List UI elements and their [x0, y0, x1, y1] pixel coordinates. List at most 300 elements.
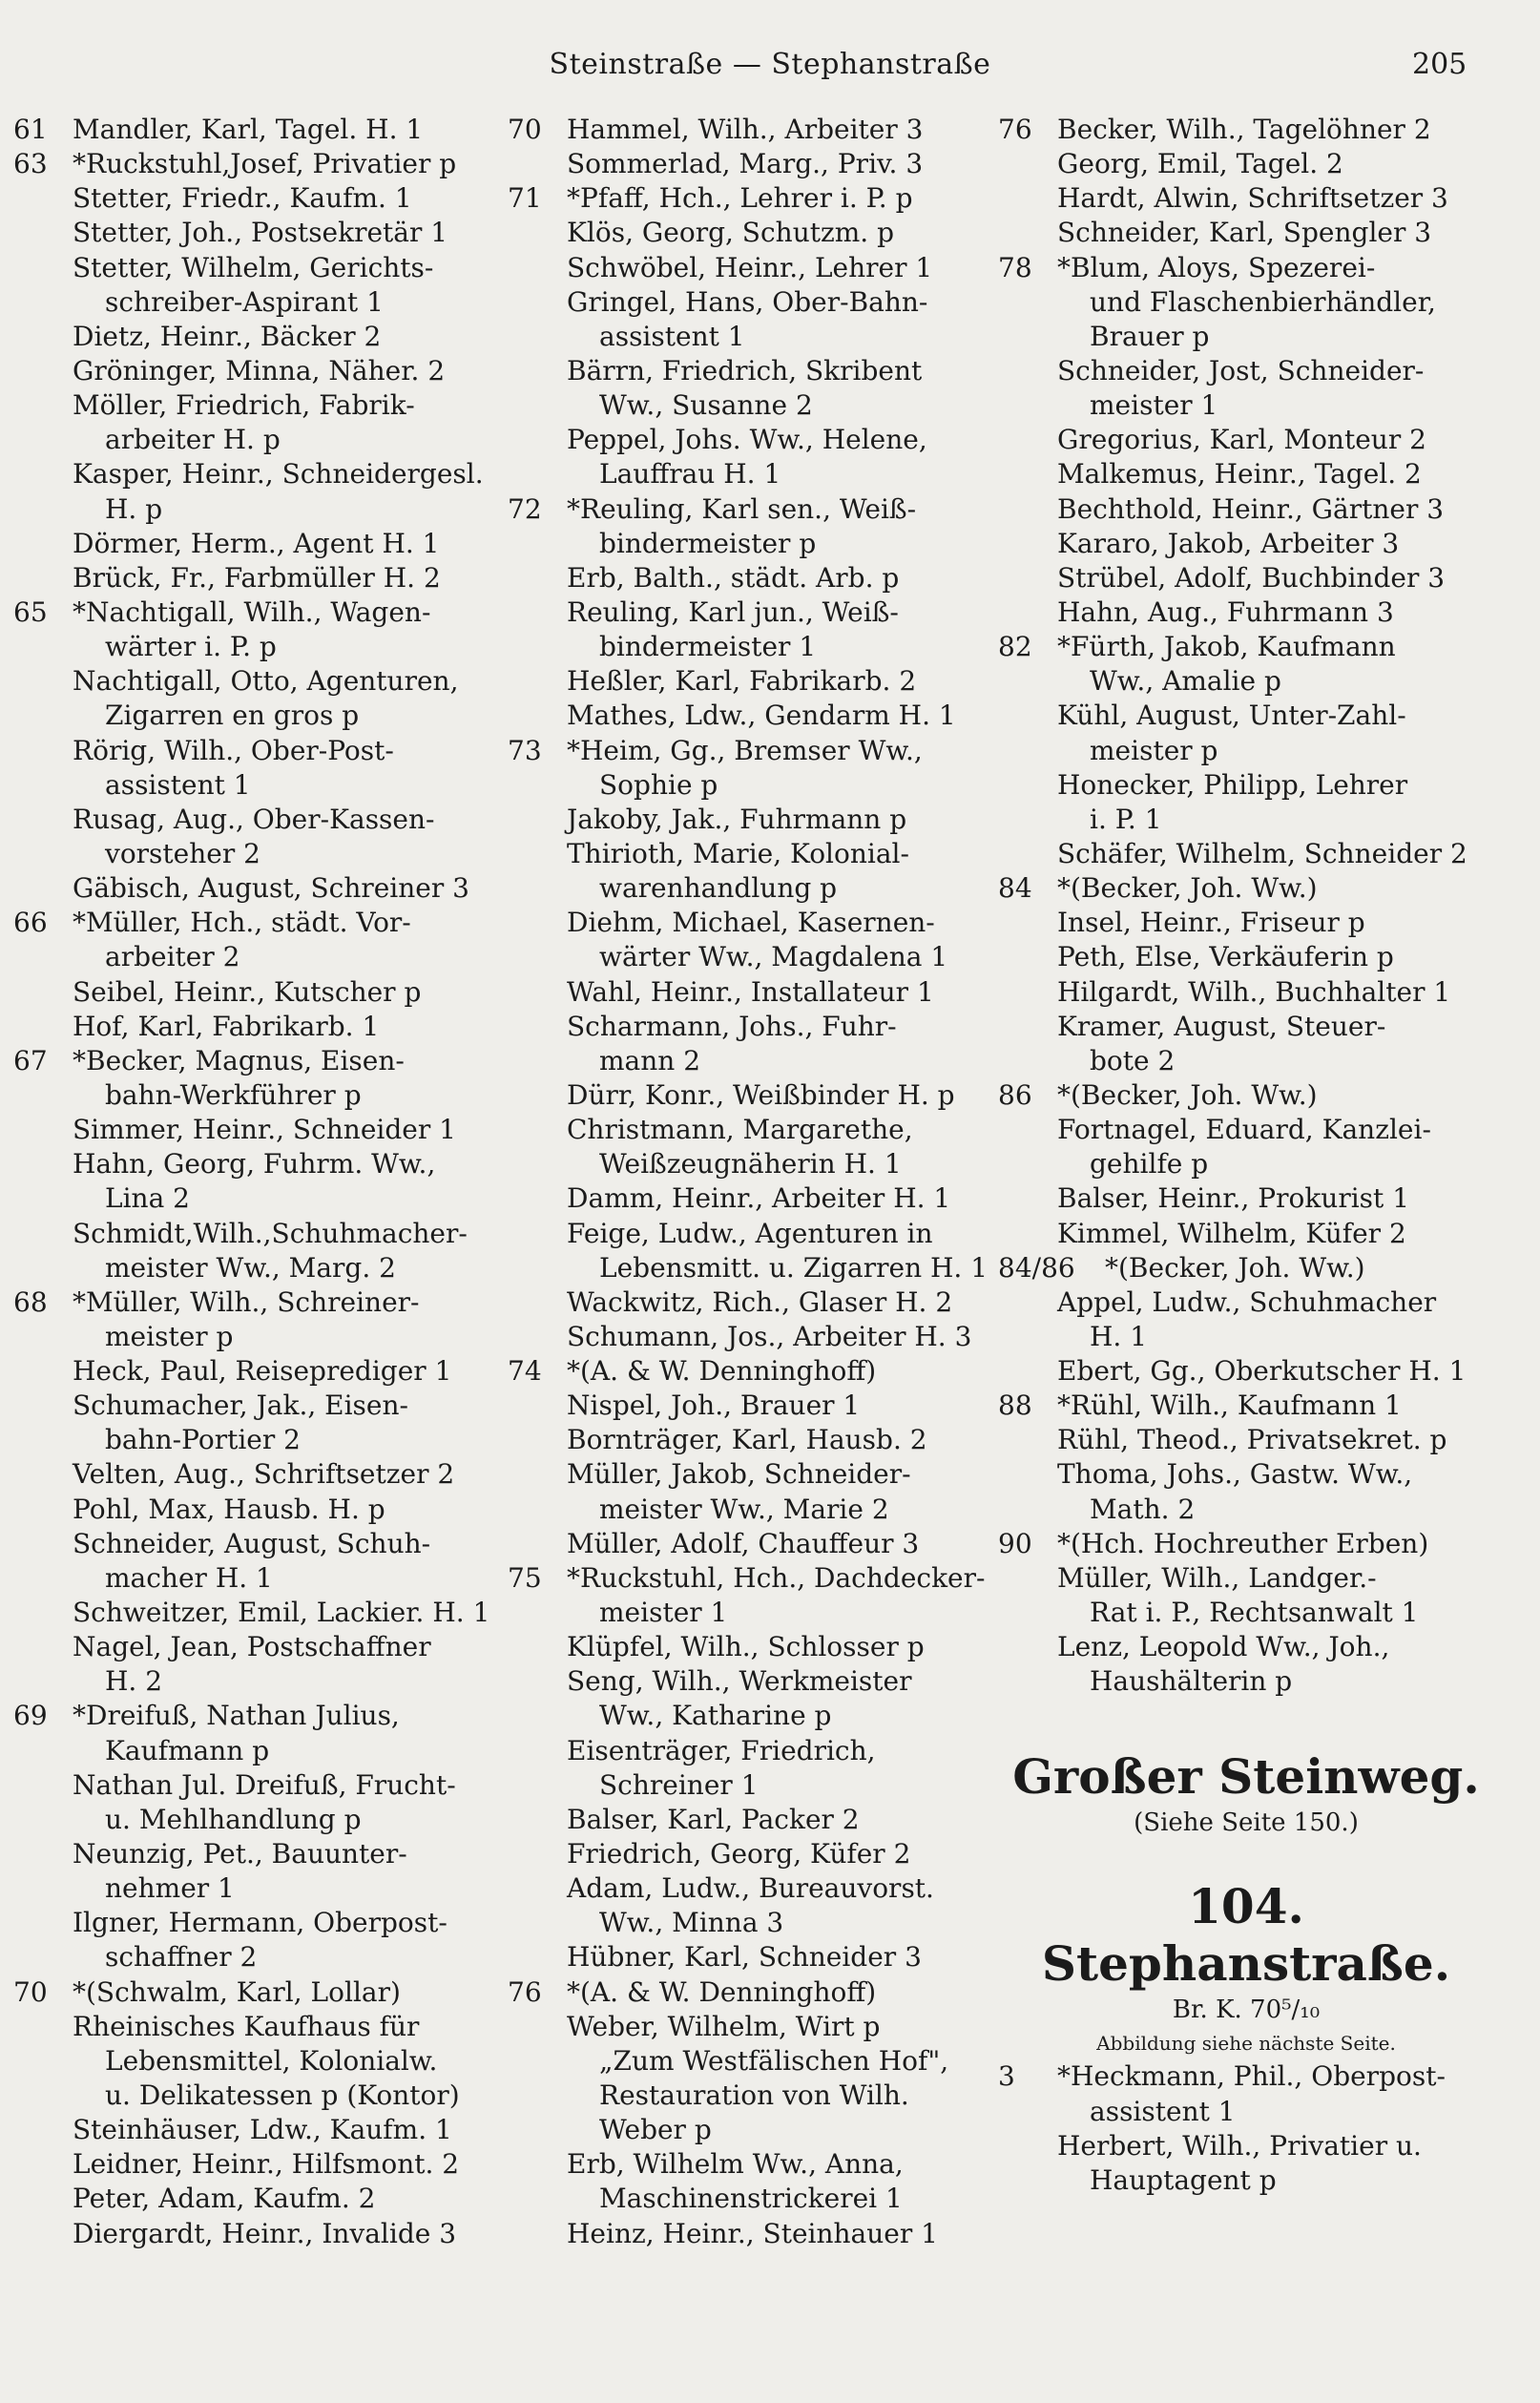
- directory-line: [998, 1285, 1494, 1320]
- resident-entry: Möller, Friedrich, Fabrik-: [73, 389, 415, 422]
- directory-line: [13, 1699, 502, 1733]
- resident-entry: Schneider, Jost, Schneider-: [1057, 354, 1425, 387]
- resident-entry: Erb, Wilhelm Ww., Anna,: [567, 2148, 904, 2181]
- directory-line: [998, 147, 1494, 181]
- directory-line: [998, 596, 1494, 630]
- house-number: 63: [13, 148, 48, 180]
- resident-entry: Malkemus, Heinr., Tagel. 2: [1057, 458, 1422, 491]
- directory-line: [13, 1320, 502, 1354]
- directory-line: [508, 1768, 994, 1803]
- house-number: 71: [508, 182, 542, 215]
- directory-line: [508, 1389, 994, 1423]
- resident-entry: Bärrn, Friedrich, Skribent: [567, 354, 923, 387]
- resident-entry: Honecker, Philipp, Lehrer: [1057, 768, 1408, 801]
- directory-line: [508, 1423, 994, 1457]
- directory-line: [508, 251, 994, 285]
- directory-line: [13, 1217, 502, 1251]
- directory-line: [998, 630, 1494, 664]
- spacer: [998, 1699, 1494, 1748]
- directory-line: [13, 940, 502, 974]
- resident-entry: Gringel, Hans, Ober-Bahn-: [567, 285, 928, 318]
- resident-entry: Erb, Balth., städt. Arb. p: [567, 561, 900, 594]
- directory-line: [998, 699, 1494, 733]
- directory-line: [998, 1113, 1494, 1147]
- resident-entry: Peter, Adam, Kaufm. 2: [73, 2183, 376, 2215]
- directory-line: [13, 2044, 502, 2079]
- resident-entry: Maschinenstrickerei 1: [599, 2183, 903, 2215]
- resident-entry: Eisenträger, Friedrich,: [567, 1734, 876, 1766]
- resident-entry: Becker, Wilh., Tagelöhner 2: [1057, 114, 1431, 145]
- directory-line: [508, 1457, 994, 1492]
- resident-entry: bahn-Portier 2: [105, 1424, 301, 1456]
- resident-entry: Sophie p: [599, 768, 718, 801]
- directory-line: [998, 940, 1494, 974]
- directory-line: [13, 216, 502, 250]
- column-3-entries: [998, 113, 1494, 1699]
- resident-entry: Hardt, Alwin, Schriftsetzer 3: [1057, 182, 1448, 215]
- running-title: Steinstraße — Stephanstraße: [549, 48, 991, 81]
- directory-line: [13, 1975, 502, 2010]
- directory-line: [998, 527, 1494, 561]
- house-number: 70: [508, 114, 542, 145]
- directory-line: [508, 630, 994, 664]
- house-number: 61: [13, 114, 48, 145]
- directory-line: [13, 2147, 502, 2182]
- directory-line: [508, 1181, 994, 1216]
- directory-line: [508, 2113, 994, 2147]
- resident-entry: *(Becker, Joh. Ww.): [1105, 1251, 1365, 1284]
- resident-entry: Kramer, August, Steuer-: [1057, 1010, 1386, 1042]
- directory-line: [998, 871, 1494, 906]
- directory-line: [508, 2010, 994, 2044]
- resident-entry: *Reuling, Karl sen., Weiß-: [567, 492, 917, 525]
- resident-entry: bindermeister p: [599, 527, 817, 559]
- resident-entry: Nathan Jul. Dreifuß, Frucht-: [73, 1768, 456, 1801]
- resident-entry: *Heim, Gg., Bremser Ww.,: [567, 734, 923, 766]
- resident-entry: schreiber-Aspirant 1: [105, 285, 384, 318]
- resident-entry: Christmann, Margarethe,: [567, 1114, 913, 1146]
- directory-line: [508, 871, 994, 906]
- resident-entry: nehmer 1: [105, 1872, 235, 1905]
- resident-entry: Velten, Aug., Schriftsetzer 2: [73, 1458, 455, 1491]
- directory-line: [508, 1527, 994, 1561]
- resident-entry: bindermeister 1: [599, 631, 817, 663]
- resident-entry: Pohl, Max, Hausb. H. p: [73, 1493, 385, 1525]
- resident-entry: Brück, Fr., Farbmüller H. 2: [73, 561, 441, 594]
- resident-entry: Peppel, Johs. Ww., Helene,: [567, 424, 927, 456]
- resident-entry: Kühl, August, Unter-Zahl-: [1057, 700, 1406, 732]
- directory-line: [998, 1561, 1494, 1596]
- resident-entry: Bechthold, Heinr., Gärtner 3: [1057, 492, 1445, 525]
- resident-entry: Steinhäuser, Ldw., Kaufm. 1: [73, 2114, 452, 2146]
- resident-entry: Dietz, Heinr., Bäcker 2: [73, 320, 382, 352]
- directory-line: [998, 216, 1494, 250]
- resident-entry: Müller, Jakob, Schneider-: [567, 1458, 911, 1491]
- house-number: 82: [998, 631, 1032, 663]
- directory-line: [508, 734, 994, 768]
- resident-entry: *(Schwalm, Karl, Lollar): [73, 1975, 401, 2008]
- directory-line: [998, 423, 1494, 457]
- resident-entry: Reuling, Karl jun., Weiß-: [567, 596, 899, 628]
- resident-entry: Gäbisch, August, Schreiner 3: [73, 872, 469, 905]
- directory-line: [13, 1423, 502, 1457]
- street-heading: 104. Stephanstraße.: [1041, 1878, 1451, 1993]
- house-number: 67: [13, 1044, 48, 1076]
- page-number: 205: [1412, 48, 1467, 81]
- directory-line: [508, 1147, 994, 1181]
- resident-entry: Insel, Heinr., Friseur p: [1057, 907, 1365, 939]
- resident-entry: gehilfe p: [1090, 1148, 1209, 1181]
- resident-entry: Hahn, Aug., Fuhrmann 3: [1057, 596, 1394, 628]
- resident-entry: Weber p: [599, 2114, 712, 2146]
- resident-entry: *(Becker, Joh. Ww.): [1057, 1078, 1318, 1111]
- resident-entry: Rühl, Theod., Privatsekret. p: [1057, 1424, 1447, 1456]
- resident-entry: Seng, Wilh., Werkmeister: [567, 1665, 912, 1698]
- directory-line: [13, 1010, 502, 1044]
- resident-entry: Kararo, Jakob, Arbeiter 3: [1057, 527, 1400, 559]
- directory-line: [13, 492, 502, 527]
- directory-column-1: [13, 113, 502, 2384]
- directory-line: [13, 423, 502, 457]
- directory-column-2: [508, 113, 994, 2384]
- directory-line: [998, 1664, 1494, 1699]
- directory-line: [998, 1181, 1494, 1216]
- directory-line: [13, 1803, 502, 1837]
- resident-entry: *Pfaff, Hch., Lehrer i. P. p: [567, 182, 913, 215]
- house-number: 76: [508, 1975, 542, 2008]
- resident-entry: Bornträger, Karl, Hausb. 2: [567, 1424, 927, 1456]
- resident-entry: *Müller, Hch., städt. Vor-: [73, 907, 411, 939]
- directory-line: [998, 492, 1494, 527]
- resident-entry: Gröninger, Minna, Näher. 2: [73, 354, 446, 387]
- directory-line: [998, 1217, 1494, 1251]
- resident-entry: meister 1: [599, 1597, 728, 1629]
- directory-line: [13, 1078, 502, 1113]
- directory-line: [13, 1561, 502, 1596]
- resident-entry: Fortnagel, Eduard, Kanzlei-: [1057, 1114, 1431, 1146]
- directory-line: [13, 630, 502, 664]
- resident-entry: vorsteher 2: [105, 837, 260, 869]
- directory-line: [508, 906, 994, 940]
- resident-entry: *Müller, Wilh., Schreiner-: [73, 1285, 420, 1318]
- resident-entry: Rat i. P., Rechtsanwalt 1: [1090, 1597, 1419, 1629]
- resident-entry: Schneider, August, Schuh-: [73, 1527, 431, 1559]
- directory-line: [13, 1940, 502, 1975]
- resident-entry: Balser, Karl, Packer 2: [567, 1803, 860, 1835]
- directory-line: [998, 1354, 1494, 1389]
- resident-entry: Gregorius, Karl, Monteur 2: [1057, 424, 1426, 456]
- resident-entry: assistent 1: [1090, 2095, 1236, 2127]
- resident-entry: Balser, Heinr., Prokurist 1: [1057, 1182, 1410, 1215]
- directory-line: [998, 1630, 1494, 1664]
- resident-entry: Stetter, Wilhelm, Gerichts-: [73, 251, 434, 283]
- directory-line: [13, 699, 502, 733]
- directory-line: [508, 1010, 994, 1044]
- directory-line: [13, 181, 502, 216]
- house-number: 86: [998, 1078, 1032, 1111]
- house-number: 3: [998, 2060, 1015, 2093]
- resident-entry: Mathes, Ldw., Gendarm H. 1: [567, 700, 956, 732]
- resident-entry: *Heckmann, Phil., Oberpost-: [1057, 2060, 1446, 2093]
- house-number: 69: [13, 1700, 48, 1732]
- directory-line: [508, 388, 994, 423]
- resident-entry: Diehm, Michael, Kasernen-: [567, 907, 935, 939]
- directory-line: [13, 1630, 502, 1664]
- resident-entry: *Rühl, Wilh., Kaufmann 1: [1057, 1390, 1402, 1422]
- resident-entry: meister Ww., Marie 2: [599, 1493, 889, 1525]
- directory-line: [998, 1527, 1494, 1561]
- directory-line: [998, 1010, 1494, 1044]
- house-number: 88: [998, 1390, 1032, 1422]
- resident-entry: Brauer p: [1090, 320, 1210, 352]
- directory-line: [508, 664, 994, 699]
- resident-entry: assistent 1: [599, 320, 745, 352]
- directory-line: [998, 251, 1494, 285]
- resident-entry: Schwöbel, Heinr., Lehrer 1: [567, 251, 933, 283]
- resident-entry: macher H. 1: [105, 1561, 273, 1594]
- illustration-note: Abbildung siehe nächste Seite.: [1096, 2032, 1396, 2056]
- house-number: 65: [13, 596, 48, 628]
- directory-line: [13, 457, 502, 491]
- directory-line: [13, 527, 502, 561]
- directory-line: [508, 1940, 994, 1975]
- resident-entry: Neunzig, Pet., Bauunter-: [73, 1838, 407, 1870]
- directory-line: [508, 1044, 994, 1078]
- resident-entry: Diergardt, Heinr., Invalide 3: [73, 2217, 457, 2249]
- resident-entry: Ebert, Gg., Oberkutscher H. 1: [1057, 1355, 1467, 1388]
- resident-entry: Haushälterin p: [1090, 1665, 1293, 1698]
- resident-entry: Rheinisches Kaufhaus für: [73, 2010, 420, 2042]
- resident-entry: Wackwitz, Rich., Glaser H. 2: [567, 1285, 953, 1318]
- resident-entry: Schumann, Jos., Arbeiter H. 3: [567, 1320, 972, 1352]
- directory-line: [998, 1044, 1494, 1078]
- directory-line: [998, 388, 1494, 423]
- directory-line: [508, 1354, 994, 1389]
- directory-line: [508, 1493, 994, 1527]
- directory-line: [508, 837, 994, 871]
- section-grosser-steinweg: [998, 1748, 1494, 1840]
- directory-line: [998, 2095, 1494, 2129]
- resident-entry: mann 2: [599, 1044, 701, 1076]
- directory-line: [508, 1630, 994, 1664]
- resident-entry: Rörig, Wilh., Ober-Post-: [73, 734, 394, 766]
- resident-entry: *(Hch. Hochreuther Erben): [1057, 1527, 1429, 1559]
- directory-line: [13, 1596, 502, 1630]
- directory-line: [13, 596, 502, 630]
- resident-entry: meister 1: [1090, 389, 1218, 422]
- directory-line: [508, 1803, 994, 1837]
- directory-line: [508, 1113, 994, 1147]
- resident-entry: Schmidt,Wilh.,Schuhmacher-: [73, 1217, 468, 1249]
- directory-line: [998, 1389, 1494, 1423]
- house-number: 73: [508, 734, 542, 766]
- resident-entry: wärter Ww., Magdalena 1: [599, 941, 948, 973]
- directory-line: [508, 699, 994, 733]
- resident-entry: Wahl, Heinr., Installateur 1: [567, 975, 934, 1008]
- directory-line: [508, 2079, 994, 2113]
- directory-line: [998, 1147, 1494, 1181]
- resident-entry: Peth, Else, Verkäuferin p: [1057, 941, 1394, 973]
- directory-line: [508, 2147, 994, 2182]
- resident-entry: Zigarren en gros p: [105, 700, 360, 732]
- directory-line: [998, 1493, 1494, 1527]
- directory-line: [508, 1596, 994, 1630]
- house-number: 84/86: [998, 1251, 1075, 1284]
- directory-line: [508, 1078, 994, 1113]
- resident-entry: Damm, Heinr., Arbeiter H. 1: [567, 1182, 951, 1215]
- resident-entry: Thoma, Johs., Gastw. Ww.,: [1057, 1458, 1413, 1491]
- resident-entry: meister p: [105, 1320, 234, 1352]
- house-number: 74: [508, 1355, 542, 1388]
- directory-line: [13, 1527, 502, 1561]
- directory-line: [508, 1251, 994, 1285]
- resident-entry: *(A. & W. Denninghoff): [567, 1975, 877, 2008]
- directory-column-3: [998, 113, 1494, 2384]
- directory-line: [998, 837, 1494, 871]
- directory-line: [508, 457, 994, 491]
- street-heading: Großer Steinweg.: [1012, 1748, 1480, 1806]
- directory-line: [13, 1181, 502, 1216]
- directory-line: [508, 1906, 994, 1940]
- resident-entry: *(A. & W. Denninghoff): [567, 1355, 877, 1388]
- map-reference: Br. K. 70⁵/₁₀: [1172, 1996, 1321, 2025]
- directory-line: [13, 768, 502, 803]
- directory-line: [508, 354, 994, 388]
- resident-entry: Jakoby, Jak., Fuhrmann p: [567, 803, 907, 835]
- directory-line: [13, 2217, 502, 2251]
- directory-line: [508, 561, 994, 596]
- resident-entry: *Fürth, Jakob, Kaufmann: [1057, 631, 1396, 663]
- resident-entry: meister p: [1090, 734, 1218, 766]
- directory-line: [998, 768, 1494, 803]
- directory-line: [13, 354, 502, 388]
- directory-line: [508, 1320, 994, 1354]
- directory-line: [998, 1078, 1494, 1113]
- directory-line: [998, 2163, 1494, 2198]
- resident-entry: Schreiner 1: [599, 1768, 759, 1801]
- resident-entry: Nispel, Joh., Brauer 1: [567, 1390, 861, 1422]
- resident-entry: Hahn, Georg, Fuhrm. Ww.,: [73, 1148, 436, 1181]
- resident-entry: bote 2: [1090, 1044, 1176, 1076]
- resident-entry: Ww., Katharine p: [599, 1700, 832, 1732]
- directory-line: [508, 1217, 994, 1251]
- resident-entry: Scharmann, Johs., Fuhr-: [567, 1010, 897, 1042]
- resident-entry: Mandler, Karl, Tagel. H. 1: [73, 114, 424, 145]
- resident-entry: i. P. 1: [1090, 803, 1162, 835]
- directory-line: [508, 1699, 994, 1733]
- resident-entry: *Ruckstuhl, Hch., Dachdecker-: [567, 1561, 986, 1594]
- directory-line: [998, 906, 1494, 940]
- directory-line: [508, 768, 994, 803]
- directory-line: [13, 975, 502, 1010]
- directory-line: [998, 734, 1494, 768]
- resident-entry: Lebensmitt. u. Zigarren H. 1: [599, 1251, 989, 1284]
- resident-entry: Ww., Susanne 2: [599, 389, 813, 422]
- directory-line: [998, 457, 1494, 491]
- directory-line: [13, 320, 502, 354]
- resident-entry: arbeiter H. p: [105, 424, 281, 456]
- directory-line: [998, 2059, 1494, 2094]
- resident-entry: Thirioth, Marie, Kolonial-: [567, 837, 909, 869]
- resident-entry: Schäfer, Wilhelm, Schneider 2: [1057, 837, 1467, 869]
- directory-line: [508, 1837, 994, 1871]
- directory-line: [998, 561, 1494, 596]
- directory-line: [998, 2129, 1494, 2163]
- house-number: 72: [508, 492, 542, 525]
- directory-line: [508, 423, 994, 457]
- directory-line: [13, 2182, 502, 2216]
- directory-line: [13, 1493, 502, 1527]
- resident-entry: Klös, Georg, Schutzm. p: [567, 217, 895, 249]
- directory-line: [508, 1734, 994, 1768]
- resident-entry: Hilgardt, Wilh., Buchhalter 1: [1057, 975, 1451, 1008]
- directory-line: [998, 803, 1494, 837]
- resident-entry: Weber, Wilhelm, Wirt p: [567, 2010, 881, 2042]
- resident-entry: Schweitzer, Emil, Lackier. H. 1: [73, 1597, 490, 1629]
- directory-line: [998, 320, 1494, 354]
- resident-entry: Lenz, Leopold Ww., Joh.,: [1057, 1631, 1390, 1663]
- house-number: 68: [13, 1285, 48, 1318]
- directory-line: [13, 147, 502, 181]
- directory-line: [13, 664, 502, 699]
- directory-line: [508, 2182, 994, 2216]
- resident-entry: meister Ww., Marg. 2: [105, 1251, 396, 1284]
- resident-entry: schaffner 2: [105, 1941, 258, 1974]
- resident-entry: Hof, Karl, Fabrikarb. 1: [73, 1010, 380, 1042]
- directory-line: [13, 871, 502, 906]
- house-number: 70: [13, 1975, 48, 2008]
- resident-entry: Dürr, Konr., Weißbinder H. p: [567, 1078, 955, 1111]
- resident-entry: Stetter, Joh., Postsekretär 1: [73, 217, 448, 249]
- resident-entry: Feige, Ludw., Agenturen in: [567, 1217, 933, 1249]
- resident-entry: Adam, Ludw., Bureauvorst.: [567, 1872, 934, 1905]
- directory-line: [508, 1975, 994, 2010]
- directory-line: [13, 1147, 502, 1181]
- directory-line: [13, 1113, 502, 1147]
- directory-line: [508, 113, 994, 147]
- directory-line: [13, 1664, 502, 1699]
- directory-line: [508, 803, 994, 837]
- resident-entry: Heinz, Heinr., Steinhauer 1: [567, 2217, 938, 2249]
- directory-line: [13, 1837, 502, 1871]
- directory-line: [508, 147, 994, 181]
- directory-line: [508, 1871, 994, 1906]
- directory-line: [508, 320, 994, 354]
- directory-line: [13, 1251, 502, 1285]
- spacer: [998, 1840, 1494, 1878]
- cross-reference-note: (Siehe Seite 150.): [1134, 1808, 1359, 1838]
- directory-line: [13, 906, 502, 940]
- resident-entry: Appel, Ludw., Schuhmacher: [1057, 1285, 1437, 1318]
- directory-line: [998, 975, 1494, 1010]
- resident-entry: Sommerlad, Marg., Priv. 3: [567, 148, 924, 180]
- resident-entry: assistent 1: [105, 768, 251, 801]
- resident-entry: Ww., Minna 3: [599, 1907, 784, 1939]
- resident-entry: Stetter, Friedr., Kaufm. 1: [73, 182, 412, 215]
- resident-entry: Schneider, Karl, Spengler 3: [1057, 217, 1432, 249]
- resident-entry: Hübner, Karl, Schneider 3: [567, 1941, 922, 1974]
- directory-line: [998, 1251, 1494, 1285]
- resident-entry: Kimmel, Wilhelm, Küfer 2: [1057, 1217, 1406, 1249]
- directory-line: [998, 664, 1494, 699]
- resident-entry: Lauffrau H. 1: [599, 458, 781, 491]
- house-number: 76: [998, 114, 1032, 145]
- directory-line: [13, 1044, 502, 1078]
- resident-entry: Herbert, Wilh., Privatier u.: [1057, 2129, 1422, 2162]
- directory-line: [998, 113, 1494, 147]
- resident-entry: Müller, Wilh., Landger.-: [1057, 1561, 1377, 1594]
- resident-entry: Hammel, Wilh., Arbeiter 3: [567, 114, 924, 145]
